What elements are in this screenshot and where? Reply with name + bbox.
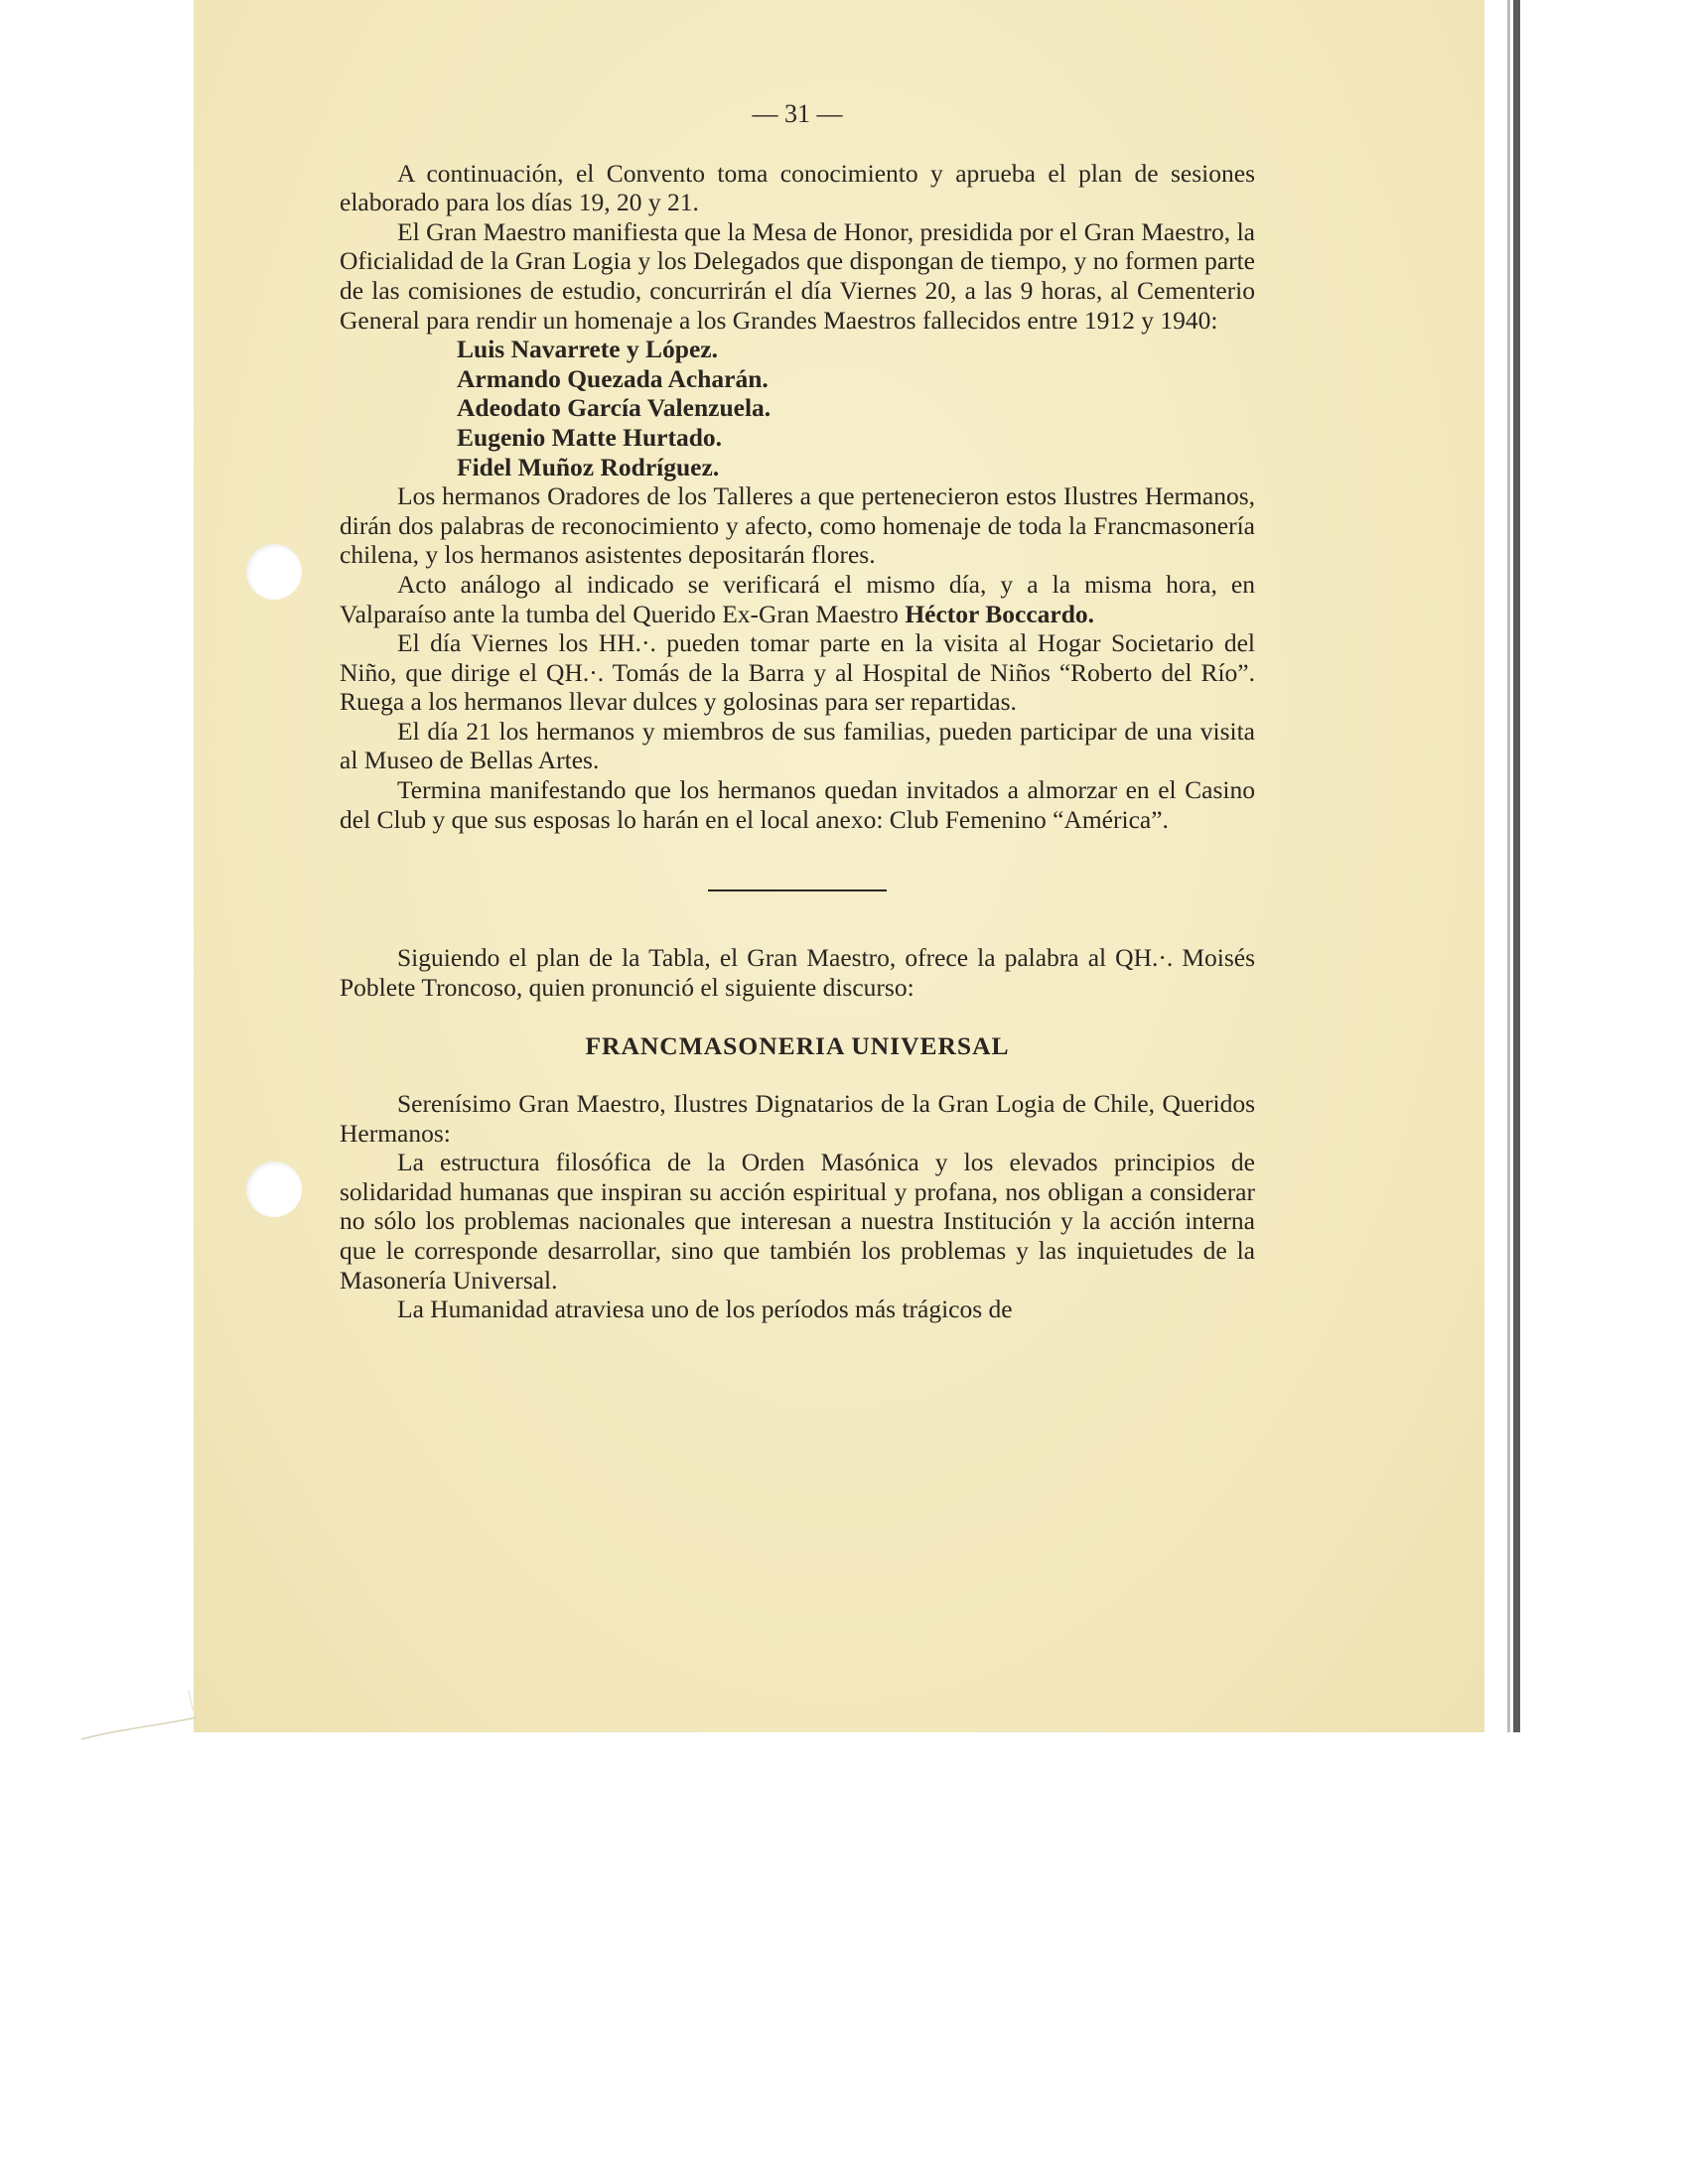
paragraph-humanidad: La Humanidad atraviesa uno de los períodos más trágicos de <box>397 1295 1013 1324</box>
page-edge-bar <box>1513 0 1520 1732</box>
thread-mark <box>79 1678 199 1747</box>
page-number: — 31 — <box>752 99 843 128</box>
paragraph-viernes: El día Viernes los HH.·. pueden tomar parte en la visita al Hogar Societario del Niño, que dirige el QH.·. Tomás de la Barra y al Hospital de Niños “Roberto del Río”. Ruega a los hermanos llevar dulces y golosinas para ser repartidas. <box>340 628 1255 717</box>
grand-master-name: Luis Navarrete y López. <box>457 335 718 364</box>
grand-master-name: Armando Quezada Acharán. <box>457 363 769 393</box>
section-divider <box>708 889 887 891</box>
grand-master-name: Adeodato García Valenzuela. <box>457 393 772 423</box>
paragraph-acto <box>340 570 1255 628</box>
paragraph-convento: A continuación, el Convento toma conocimiento y aprueba el plan de sesiones elaborado para los días 19, 20 y 21. <box>340 158 1255 217</box>
paragraph-dia21: El día 21 los hermanos y miembros de sus familias, pueden participar de una visita al Museo de Bellas Artes. <box>340 716 1255 775</box>
document-text <box>340 99 1255 1324</box>
paragraph-estructura: La estructura filosófica de la Orden Masónica y los elevados principios de solidaridad humanas que inspiran su acción espiritual y profana, nos obligan a considerar no sólo los problemas nacionales que interesan a nuestra Institución y la acción interna que le corresponde desarrollar, sino que también los problemas y las inquietudes de la Masonería Universal. <box>340 1148 1255 1295</box>
grand-masters-list <box>457 335 1255 481</box>
grand-master-name: Fidel Muñoz Rodríguez. <box>457 452 720 481</box>
paragraph-oradores: Los hermanos Oradores de los Talleres a que pertenecieron estos Ilustres Hermanos, dirán dos palabras de reconocimiento y afecto, como homenaje de toda la Francmasonería chilena, y los hermanos asistentes depositarán flores. <box>340 481 1255 570</box>
acto-text: Acto análogo al indicado se verificará el mismo día, y a la misma hora, en Valparaíso ante la tumba del Querido Ex-Gran Maestro <box>340 569 1255 628</box>
page-edge-shadow <box>1507 0 1510 1732</box>
punch-hole-top <box>246 544 302 600</box>
paragraph-siguiendo: Siguiendo el plan de la Tabla, el Gran Maestro, ofrece la palabra al QH.·. Moisés Poblete Troncoso, quien pronunció el siguiente discurso: <box>340 943 1255 1002</box>
paragraph-serenisimo: Serenísimo Gran Maestro, Ilustres Dignatarios de la Gran Logia de Chile, Queridos Hermanos: <box>340 1089 1255 1148</box>
acto-name: Héctor Boccardo. <box>905 599 1095 628</box>
grand-master-name: Eugenio Matte Hurtado. <box>457 422 723 452</box>
paragraph-gran-maestro: El Gran Maestro manifiesta que la Mesa de Honor, presidida por el Gran Maestro, la Oficialidad de la Gran Logia y los Delegados que dispongan de tiempo, y no formen parte de las comisiones de estudio, concurrirán el día Viernes 20, a las 9 horas, al Cementerio General para rendir un homenaje a los Grandes Maestros fallecidos entre 1912 y 1940: <box>340 216 1255 335</box>
speech-title: FRANCMASONERIA UNIVERSAL <box>585 1031 1010 1061</box>
punch-hole-bottom <box>246 1161 302 1217</box>
paragraph-termina: Termina manifestando que los hermanos quedan invitados a almorzar en el Casino del Club y que sus esposas lo harán en el local anexo: Club Femenino “América”. <box>340 775 1255 834</box>
